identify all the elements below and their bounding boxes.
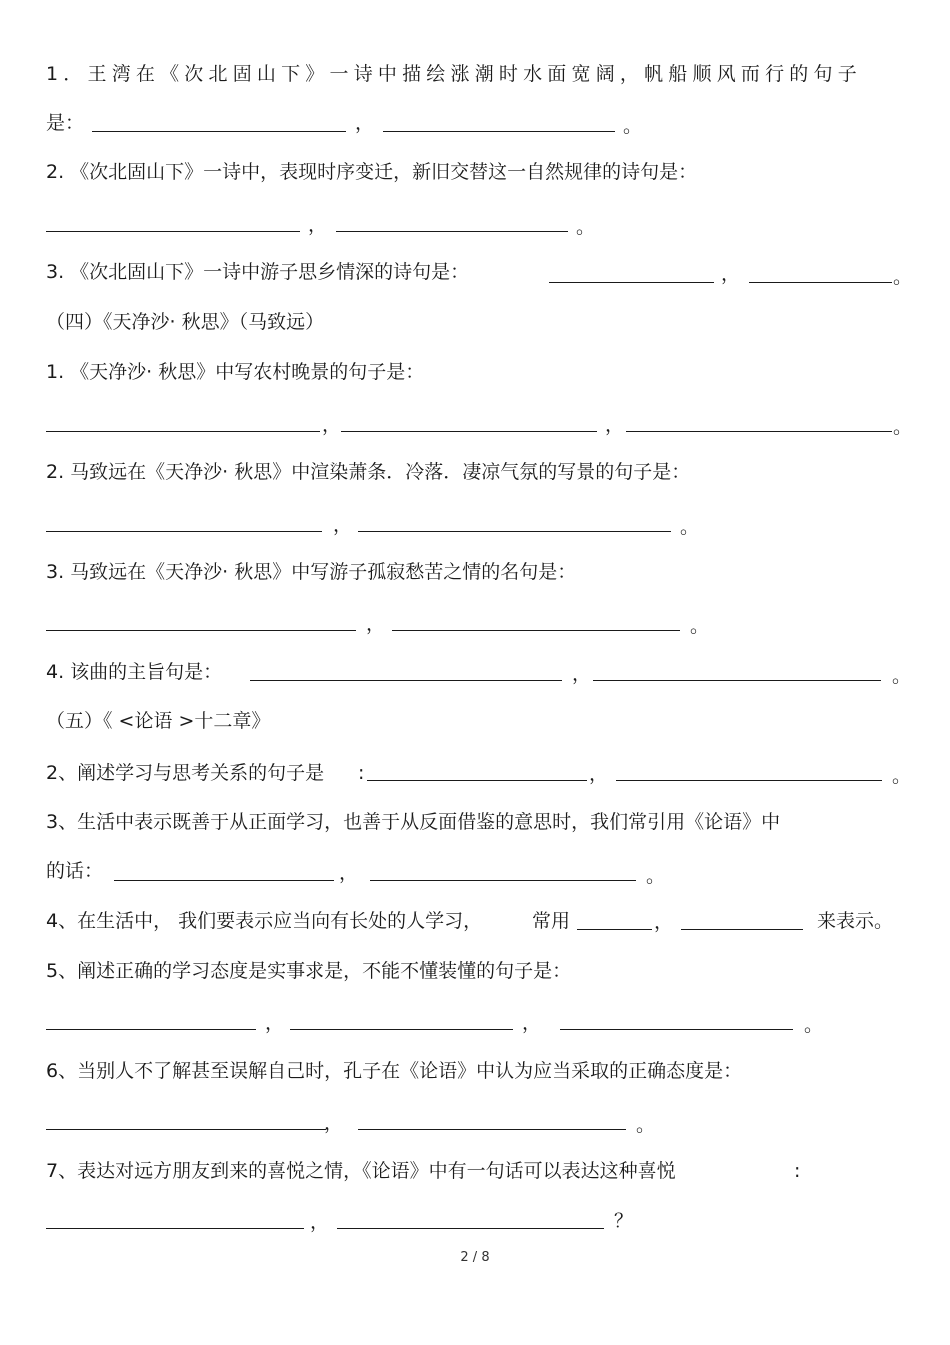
answer-blank[interactable] [681, 929, 803, 930]
comma: ， [355, 112, 375, 134]
answer-blank[interactable] [616, 780, 882, 781]
question-s4-1-text: 1. 《天净沙· 秋思》中写农村晚景的句子是： [46, 361, 425, 383]
comma: ， [605, 414, 625, 436]
period: 。 [576, 216, 596, 238]
question-s5-4-text: 4、在生活中， 我们要表示应当向有长处的人学习， [46, 910, 483, 932]
period: 。 [893, 416, 913, 438]
comma: ， [308, 214, 328, 236]
period: 。 [680, 516, 700, 538]
answer-blank[interactable] [46, 431, 320, 432]
page-number: 2 / 8 [460, 1250, 490, 1265]
answer-blank[interactable] [46, 1029, 256, 1030]
answer-blank[interactable] [358, 1129, 626, 1130]
period: 。 [892, 765, 912, 787]
question-s4-2-text: 2. 马致远在《天净沙· 秋思》中渲染萧条．冷落．凄凉气氛的写景的句子是： [46, 461, 691, 483]
period: 。 [636, 1114, 656, 1136]
answer-blank[interactable] [560, 1029, 793, 1030]
answer-blank[interactable] [370, 880, 636, 881]
colon: : [358, 762, 365, 784]
answer-blank[interactable] [577, 929, 652, 930]
period: 。 [646, 865, 666, 887]
question-s4-3-text: 3. 马致远在《天净沙· 秋思》中写游子孤寂愁苦之情的名句是： [46, 561, 577, 583]
answer-blank[interactable] [392, 630, 680, 631]
question-s5-3-text-cont: 的话： [46, 860, 104, 882]
question-2-text: 2. 《次北固山下》一诗中，表现时序变迁，新旧交替这一自然规律的诗句是： [46, 161, 698, 183]
comma: ， [721, 263, 741, 285]
question-s5-3-text: 3、生活中表示既善于从正面学习，也善于从反面借鉴的意思时，我们常引用《论语》中 [46, 811, 781, 833]
comma: ， [324, 1112, 344, 1134]
period: 。 [892, 665, 912, 687]
answer-blank[interactable] [367, 780, 587, 781]
answer-blank[interactable] [358, 531, 671, 532]
section-5-heading: （五）《 <论语 >十二章》 [46, 710, 271, 732]
question-s5-7-text: 7、表达对远方朋友到来的喜悦之情，《论语》中有一句话可以表达这种喜悦 [46, 1160, 676, 1182]
question-mark: ？ [614, 1210, 634, 1232]
question-s5-2-text: 2、阐述学习与思考关系的句子是 [46, 762, 325, 784]
question-s5-4-text-end: 来表示。 [817, 910, 894, 932]
answer-blank[interactable] [336, 231, 568, 232]
period: 。 [804, 1014, 824, 1036]
period: 。 [623, 115, 643, 137]
answer-blank[interactable] [46, 630, 356, 631]
answer-blank[interactable] [383, 131, 615, 132]
question-s4-4-text: 4. 该曲的主旨句是： [46, 661, 223, 683]
question-s5-6-text: 6、当别人不了解甚至误解自己时，孔子在《论语》中认为应当采取的正确态度是： [46, 1060, 743, 1082]
comma: ， [572, 663, 592, 685]
answer-blank[interactable] [626, 431, 892, 432]
period: 。 [690, 615, 710, 637]
answer-blank[interactable] [46, 1228, 304, 1229]
comma: ， [366, 613, 386, 635]
answer-blank[interactable] [749, 282, 892, 283]
answer-blank[interactable] [92, 131, 346, 132]
question-1-text-cont: 是： [46, 112, 85, 134]
comma: ， [654, 911, 674, 933]
answer-blank[interactable] [593, 680, 881, 681]
comma: ， [265, 1012, 285, 1034]
comma: ， [322, 414, 342, 436]
answer-blank[interactable] [250, 680, 562, 681]
answer-blank[interactable] [46, 1129, 326, 1130]
comma: ， [522, 1012, 542, 1034]
answer-blank[interactable] [290, 1029, 513, 1030]
answer-blank[interactable] [114, 880, 334, 881]
question-3-text: 3. 《次北固山下》一诗中游子思乡情深的诗句是： [46, 261, 470, 283]
colon: : [794, 1160, 801, 1182]
answer-blank[interactable] [46, 231, 300, 232]
comma: ， [333, 514, 353, 536]
question-s5-5-text: 5、阐述正确的学习态度是实事求是，不能不懂装懂的句子是： [46, 960, 572, 982]
comma: ， [589, 763, 609, 785]
answer-blank[interactable] [341, 431, 597, 432]
period: 。 [893, 266, 913, 288]
answer-blank[interactable] [46, 531, 322, 532]
section-4-heading: （四）《天净沙· 秋思》（马致远） [46, 311, 325, 333]
question-s5-4-text-mid: 常用 [532, 910, 571, 932]
comma: ， [339, 862, 359, 884]
question-1-text: 1．王湾在《次北固山下》一诗中描绘涨潮时水面宽阔，帆船顺风而行的句子 [46, 63, 862, 85]
answer-blank[interactable] [549, 282, 714, 283]
comma: ， [310, 1211, 330, 1233]
answer-blank[interactable] [337, 1228, 604, 1229]
